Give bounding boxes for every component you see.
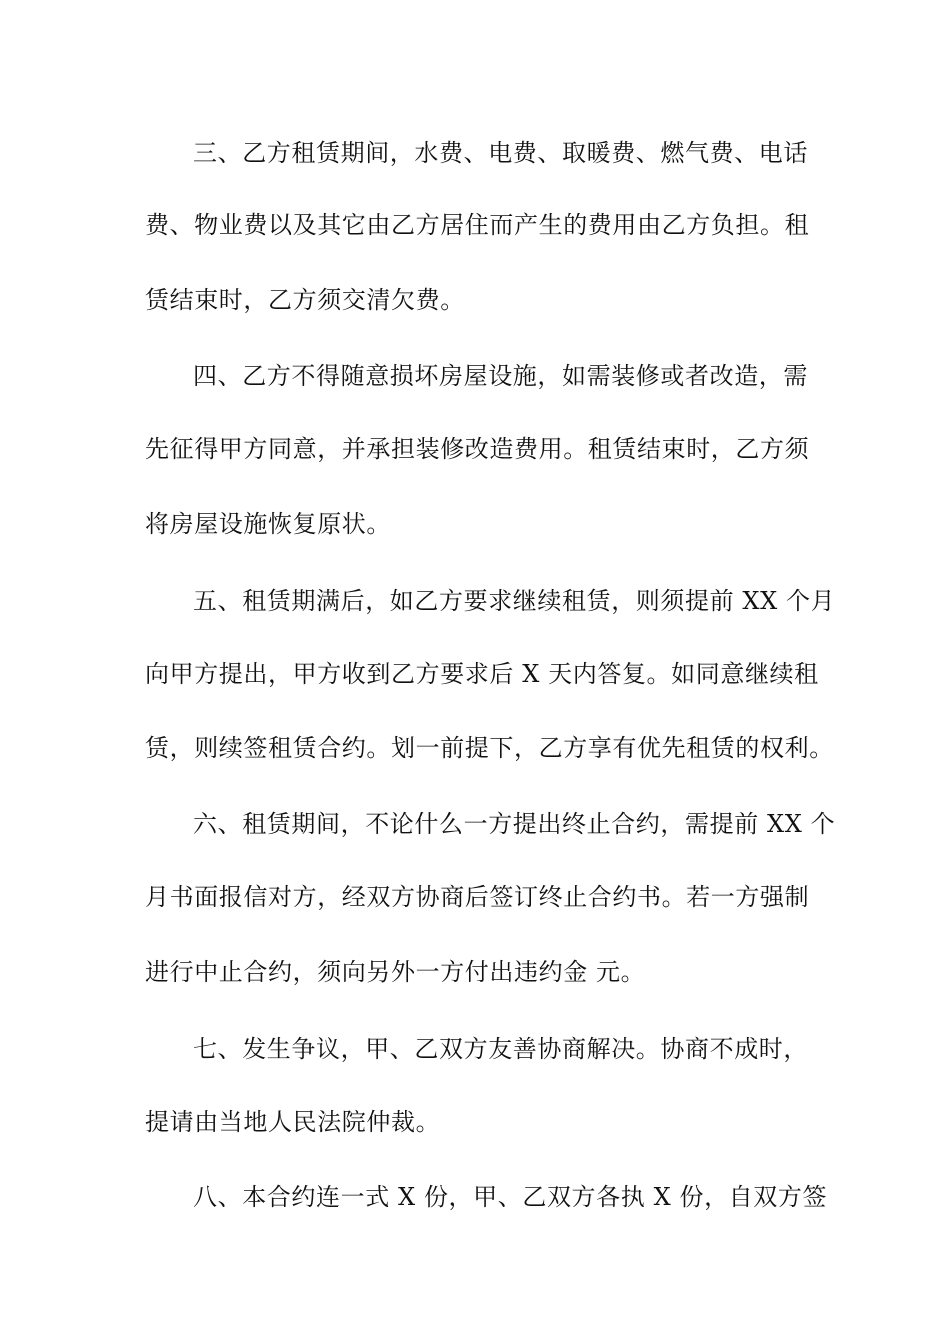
clause-3-line-2: 费、物业费以及其它由乙方居住而产生的费用由乙方负担。租 — [145, 211, 810, 239]
clause-7-line-2: 提请由当地人民法院仲裁。 — [145, 1108, 441, 1136]
clause-4-line-2: 先征得甲方同意，并承担装修改造费用。租赁结束时，乙方须 — [145, 435, 810, 463]
clause-6-line-2: 月书面报信对方，经双方协商后签订终止合约书。若一方强制 — [145, 883, 810, 911]
clause-5-line-3: 赁，则续签租赁合约。划一前提下，乙方享有优先租赁的权利。 — [145, 734, 834, 762]
clause-4-line-1: 四、乙方不得随意损坏房屋设施，如需装修或者改造，需 — [193, 362, 808, 390]
clause-5-line-1: 五、租赁期满后，如乙方要求继续租赁，则须提前 XX 个月 — [193, 587, 836, 615]
clause-6-line-1: 六、租赁期间，不论什么一方提出终止合约，需提前 XX 个 — [193, 810, 836, 838]
clause-8-line-1: 八、本合约连一式 X 份，甲、乙双方各执 X 份，自双方签 — [193, 1183, 828, 1211]
clause-7-line-1: 七、发生争议，甲、乙双方友善协商解决。协商不成时， — [193, 1035, 808, 1063]
clause-3-line-3: 赁结束时，乙方须交清欠费。 — [145, 286, 465, 314]
clause-5-line-2: 向甲方提出，甲方收到乙方要求后 X 天内答复。如同意继续租 — [145, 660, 819, 688]
clause-6-line-3: 进行中止合约，须向另外一方付出违约金 元。 — [145, 958, 646, 986]
clause-4-line-3: 将房屋设施恢复原状。 — [145, 510, 391, 538]
clause-3-line-1: 三、乙方租赁期间，水费、电费、取暖费、燃气费、电话 — [193, 139, 808, 167]
